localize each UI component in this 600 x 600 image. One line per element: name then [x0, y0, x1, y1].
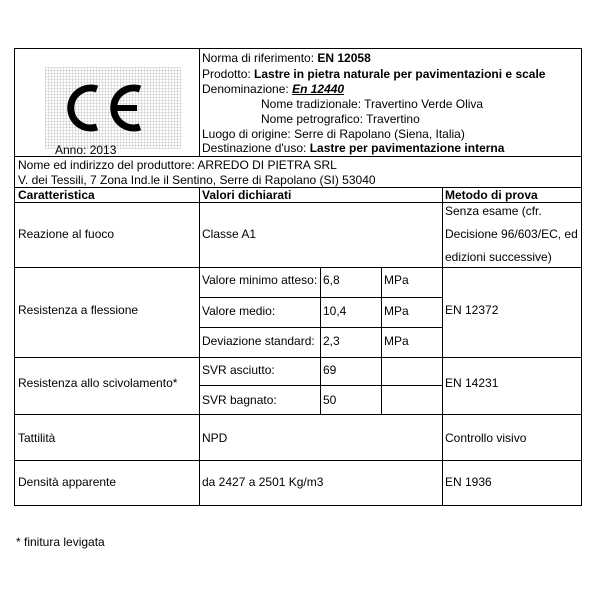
divider: [15, 357, 581, 358]
luogo-origine: Luogo di origine: Serre di Rapolano (Siena, Italia): [202, 127, 465, 141]
flessione-sub-value: 10,4: [323, 304, 347, 318]
divider: [442, 187, 443, 505]
flessione-sub-value: 2,3: [323, 334, 340, 348]
row-fuoco-name: Reazione al fuoco: [18, 227, 115, 241]
row-fuoco-method-3: edizioni successive): [445, 250, 552, 264]
row-flessione-method: EN 12372: [445, 303, 499, 317]
declaration-sheet: [14, 48, 582, 506]
flessione-sub-value: 6,8: [323, 273, 340, 287]
flessione-sub-unit: MPa: [384, 273, 409, 287]
flessione-sub-unit: MPa: [384, 334, 409, 348]
nome-tradizionale: Nome tradizionale: Travertino Verde Oliva: [261, 97, 484, 111]
row-flessione-name: Resistenza a flessione: [18, 303, 139, 317]
scivolamento-sub-label: SVR asciutto:: [202, 363, 275, 377]
col-metodo: Metodo di prova: [445, 188, 538, 202]
row-fuoco-value: Classe A1: [202, 227, 257, 241]
scivolamento-sub-value: 50: [323, 393, 337, 407]
scivolamento-sub-value: 69: [323, 363, 337, 377]
denominazione-line: Denominazione: En 12440: [202, 82, 345, 96]
row-densita-method: EN 1936: [445, 475, 492, 489]
prodotto-line: Prodotto: Lastre in pietra naturale per pavimentazioni e scale: [202, 67, 546, 81]
produttore-line-2: V. dei Tessili, 7 Zona Ind.le il Sentino, Serre di Rapolano (SI) 53040: [18, 173, 376, 187]
row-tattilita-value: NPD: [202, 431, 228, 445]
divider: [381, 357, 382, 414]
divider: [15, 460, 581, 461]
flessione-sub-label: Deviazione standard:: [202, 334, 315, 348]
row-tattilita-name: Tattilità: [18, 431, 56, 445]
row-densita-value: da 2427 a 2501 Kg/m3: [202, 475, 324, 489]
divider: [15, 267, 581, 268]
flessione-sub-label: Valore medio:: [202, 304, 276, 318]
nome-petrografico: Nome petrografico: Travertino: [261, 112, 420, 126]
flessione-sub-label: Valore minimo atteso:: [202, 273, 318, 287]
produttore-line-1: Nome ed indirizzo del produttore: ARREDO DI PIETRA SRL: [18, 158, 337, 172]
divider: [199, 49, 200, 156]
row-scivolamento-name: Resistenza allo scivolamento*: [18, 376, 178, 390]
col-valori: Valori dichiarati: [202, 188, 292, 202]
divider: [15, 156, 581, 157]
row-tattilita-method: Controllo visivo: [445, 431, 527, 445]
anno-label: Anno: 2013: [55, 143, 117, 157]
row-densita-name: Densità apparente: [18, 475, 117, 489]
flessione-sub-unit: MPa: [384, 304, 409, 318]
ce-mark-logo: [45, 67, 181, 149]
ce-mark-icon: [45, 67, 181, 149]
row-fuoco-method-1: Senza esame (cfr.: [445, 204, 542, 218]
footnote: * finitura levigata: [16, 535, 105, 549]
norma-line: Norma di riferimento: EN 12058: [202, 51, 371, 65]
scivolamento-sub-label: SVR bagnato:: [202, 393, 277, 407]
row-fuoco-method-2: Decisione 96/603/EC, ed: [445, 227, 578, 241]
divider: [15, 202, 581, 203]
divider: [320, 357, 321, 414]
destinazione-line: Destinazione d'uso: Lastre per pavimentazione interna: [202, 141, 505, 155]
row-scivolamento-method: EN 14231: [445, 376, 499, 390]
col-caratteristica: Caratteristica: [18, 188, 95, 202]
divider: [199, 187, 200, 505]
divider: [15, 414, 581, 415]
divider: [381, 267, 382, 357]
divider: [320, 267, 321, 357]
